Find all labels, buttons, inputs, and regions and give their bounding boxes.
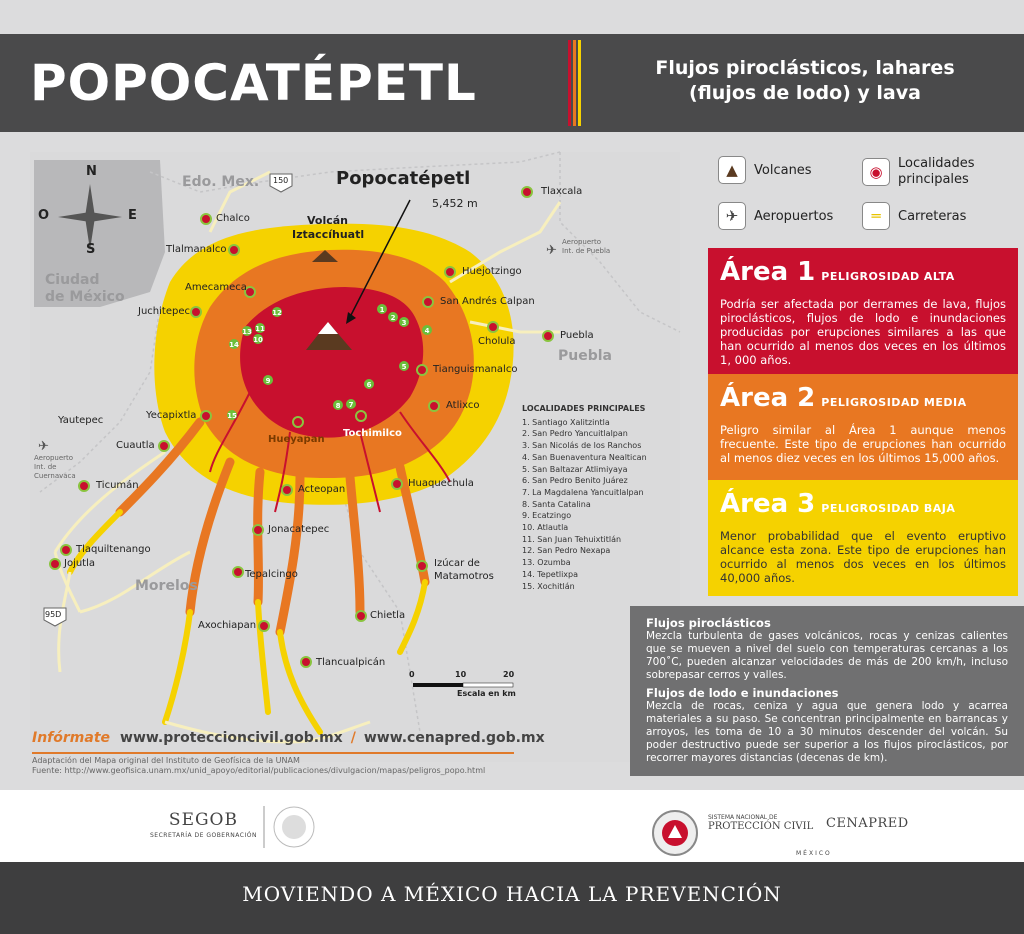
region-cdmx-2: de México	[45, 289, 125, 305]
informate-line: Infórmate www.proteccioncivil.gob.mx / www.cenapred.gob.mx	[32, 730, 545, 746]
scale-0: 0	[409, 670, 415, 679]
town-axochiapan: Axochiapan	[198, 620, 257, 631]
list-item: 4. San Buenaventura Nealtican	[522, 452, 647, 462]
svg-text:14: 14	[229, 341, 239, 349]
svg-text:3: 3	[401, 319, 407, 327]
informate-label: Infórmate	[32, 730, 111, 746]
slogan-bar	[0, 862, 1024, 934]
airport-cuernavaca-2: Int. de	[34, 463, 57, 471]
town-tianguismanalco: Tianguismanalco	[433, 364, 518, 375]
svg-text:2: 2	[390, 314, 396, 322]
list-item: 9. Ecatzingo	[522, 511, 572, 521]
segob-logo: SEGOB SECRETARÍA DE GOBERNACIÓN	[150, 810, 257, 839]
footer-logos	[0, 790, 1024, 862]
lodo-title: Flujos de lodo e inundaciones	[646, 686, 839, 700]
source-note: Adaptación del Mapa original del Instituto de Geofísica de la UNAM Fuente: http://www.geofisica.unam.mx/unid_apoyo/editorial/publicaciones/divulgacion/mapas/peligros_popo.html	[32, 756, 486, 775]
town-tepalcingo: Tepalcingo	[245, 569, 298, 580]
iztaccihuatl-label-2: Iztaccíhuatl	[292, 228, 365, 241]
svg-text:10: 10	[253, 336, 263, 344]
region-puebla: Puebla	[558, 348, 612, 364]
scale-20: 20	[503, 670, 515, 679]
town-jojutla: Jojutla	[64, 558, 96, 569]
localidades-list	[522, 403, 647, 592]
area-2-text: Peligro similar al Área 1 aunque menos frecuente. Este tipo de erupciones han ocurrido al menos diez veces en los últimos 15,000 años.	[720, 423, 1006, 465]
svg-text:7: 7	[348, 401, 354, 409]
area-2-title: Área 2 PELIGROSIDAD MEDIA	[720, 383, 967, 413]
scale-10: 10	[455, 670, 467, 679]
svg-text:9: 9	[265, 377, 271, 385]
locality-icon: ◉	[862, 158, 890, 186]
highway-95d-label: 95D	[45, 610, 62, 619]
highway-150-label: 150	[273, 176, 289, 185]
town-san-andres: San Andrés Calpan	[440, 296, 535, 307]
svg-text:1: 1	[379, 306, 385, 314]
definitions-panel	[630, 606, 1024, 776]
scale-bar-black	[413, 683, 463, 687]
town-tlaquiltenango: Tlaquiltenango	[76, 544, 151, 555]
airport-cuernavaca-3: Cuernavaca	[34, 472, 76, 480]
town-cuautla: Cuautla	[116, 440, 155, 451]
link-cenapred[interactable]: www.cenapred.gob.mx	[363, 730, 545, 746]
area-1-text: Podría ser afectada por derrames de lava, flujos piroclásticos, flujos de lodo e inundaciones producidas por erupciones similares a las que han ocurrido al menos dos veces en los últimos 1, 000 años.	[720, 297, 1006, 367]
svg-text:5: 5	[401, 363, 407, 371]
town-juchitepec: Juchitepec	[138, 306, 190, 317]
list-item: 2. San Pedro Yancuitlalpan	[522, 429, 628, 439]
iztaccihuatl-label-1: Volcán	[307, 214, 349, 227]
list-item: 13. Ozumba	[522, 558, 571, 568]
informate-divider	[32, 752, 514, 754]
slogan-text: MOVIENDO A MÉXICO HACIA LA PREVENCIÓN	[242, 882, 782, 906]
town-puebla: Puebla	[560, 330, 594, 341]
town-tlalmanalco: Tlalmanalco	[166, 244, 227, 255]
list-item: 8. Santa Catalina	[522, 499, 591, 509]
puebla-airport-icon: ✈	[546, 243, 557, 258]
town-yautepec: Yautepec	[58, 415, 104, 426]
town-hueyapan: Hueyapan	[268, 434, 325, 445]
list-item: 7. La Magdalena Yancuitlalpan	[522, 487, 644, 497]
town-tlancualpican: Tlancualpicán	[316, 657, 386, 668]
town-cholula: Cholula	[478, 336, 516, 347]
page-subtitle: Flujos piroclásticos, lahares (flujos de lodo) y lava	[655, 57, 955, 104]
volcano-icon: ▲	[718, 156, 746, 184]
elevation-label: 5,452 m	[432, 197, 478, 210]
compass-n: N	[86, 164, 97, 179]
popocatepetl-label: Popocatépetl	[336, 168, 471, 189]
town-izucar-1: Izúcar de	[434, 558, 480, 569]
region-morelos: Morelos	[135, 578, 198, 594]
header-bar	[0, 34, 1024, 132]
area-1-title: Área 1 PELIGROSIDAD ALTA	[720, 257, 955, 287]
compass-o: O	[38, 208, 50, 223]
svg-text:11: 11	[255, 325, 265, 333]
list-item: 3. San Nicolás de los Ranchos	[522, 441, 642, 451]
legend-aeropuertos: ✈ Aeropuertos	[718, 202, 833, 230]
region-edomex: Edo. Mex.	[182, 174, 260, 190]
list-item: 10. Atlautla	[522, 523, 569, 533]
area-2-card	[708, 374, 1018, 480]
town-tochimilco: Tochimilco	[343, 428, 402, 439]
town-ticuman: Ticumán	[96, 480, 139, 491]
legend-carreteras: ═ Carreteras	[862, 202, 966, 230]
piro-text: Mezcla turbulenta de gases volcánicos, rocas y cenizas calientes que se mueven a nivel del suelo con temperaturas cercanas a los 700˚C, pueden alcanzar velocidades de más de 200 km/h, incluso sobrepasar cerros y valles.	[646, 630, 1008, 681]
compass-s: S	[86, 242, 96, 257]
town-chietla: Chietla	[370, 610, 406, 621]
town-yecapixtla: Yecapixtla	[146, 410, 197, 421]
town-huaquechula: Huaquechula	[408, 478, 474, 489]
airport-icon: ✈	[718, 202, 746, 230]
list-item: 12. San Pedro Nexapa	[522, 546, 611, 556]
road-icon: ═	[862, 202, 890, 230]
scale-bar-white	[463, 683, 513, 687]
svg-text:12: 12	[272, 309, 282, 317]
town-huejotzingo: Huejotzingo	[462, 266, 522, 277]
airport-puebla-1: Aeropuerto	[562, 238, 602, 246]
area-3-text: Menor probabilidad que el evento eruptivo alcance esta zona. Este tipo de erupciones han ocurrido al menos dos veces en los últimos 40,000 años.	[720, 529, 1006, 585]
town-jonacatepec: Jonacatepec	[268, 524, 330, 535]
lodo-text: Mezcla de rocas, ceniza y agua que genera lodo y acarrea materiales a su paso. Se concentran principalmente en barrancas y arroyos, les toma de 10 a 30 minutos descender del volcán. Su poder destructivo puede ser superior a los flujos piroclásticos, por recorrer mayores distancias (decenas de km).	[646, 700, 1008, 764]
cenapred-emblem-icon	[650, 808, 700, 858]
cenapred-text: SISTEMA NACIONAL DE PROTECCIÓN CIVIL CENAPRED MÉXICO	[708, 814, 909, 857]
town-atlixco: Atlixco	[446, 400, 480, 411]
link-proteccioncivil[interactable]: www.proteccioncivil.gob.mx	[120, 730, 343, 746]
legend-volcanes: ▲ Volcanes	[718, 156, 812, 184]
cuernavaca-airport-icon: ✈	[38, 439, 49, 454]
list-item: 14. Tepetlixpa	[522, 569, 579, 579]
area-1-card	[708, 248, 1018, 374]
piro-title: Flujos piroclásticos	[646, 616, 771, 630]
town-chalco: Chalco	[216, 213, 250, 224]
town-izucar-2: Matamotros	[434, 571, 494, 582]
compass-e: E	[128, 208, 137, 223]
svg-text:13: 13	[242, 328, 252, 336]
airport-puebla-2: Int. de Puebla	[562, 247, 611, 255]
town-amecameca: Amecameca	[185, 282, 247, 293]
town-tlaxcala: Tlaxcala	[541, 186, 583, 197]
list-item: 5. San Baltazar Atlimiyaya	[522, 464, 628, 474]
map-legend	[710, 152, 1010, 242]
area-3-card	[708, 480, 1018, 596]
page-title: POPOCATÉPETL	[30, 54, 477, 112]
town-acteopan: Acteopan	[298, 484, 346, 495]
coat-of-arms-icon	[262, 802, 322, 852]
list-item: 6. San Pedro Benito Juárez	[522, 476, 628, 486]
svg-text:4: 4	[424, 327, 430, 335]
localidades-title: LOCALIDADES PRINCIPALES	[522, 404, 646, 413]
legend-localidades: ◉ Localidades principales	[862, 156, 975, 188]
svg-text:15: 15	[227, 412, 237, 420]
list-item: 11. San Juan Tehuixtitlán	[522, 534, 622, 544]
region-cdmx-1: Ciudad	[45, 272, 100, 288]
area-3-title: Área 3 PELIGROSIDAD BAJA	[720, 489, 956, 519]
list-item: 15. Xochitlán	[522, 581, 575, 591]
airport-cuernavaca-1: Aeropuerto	[34, 454, 74, 462]
header-stripes	[568, 40, 584, 126]
list-item: 1. Santiago Xalitzintla	[522, 417, 610, 427]
svg-text:8: 8	[335, 402, 341, 410]
svg-text:6: 6	[366, 381, 372, 389]
scale-label: Escala en km	[457, 689, 516, 698]
